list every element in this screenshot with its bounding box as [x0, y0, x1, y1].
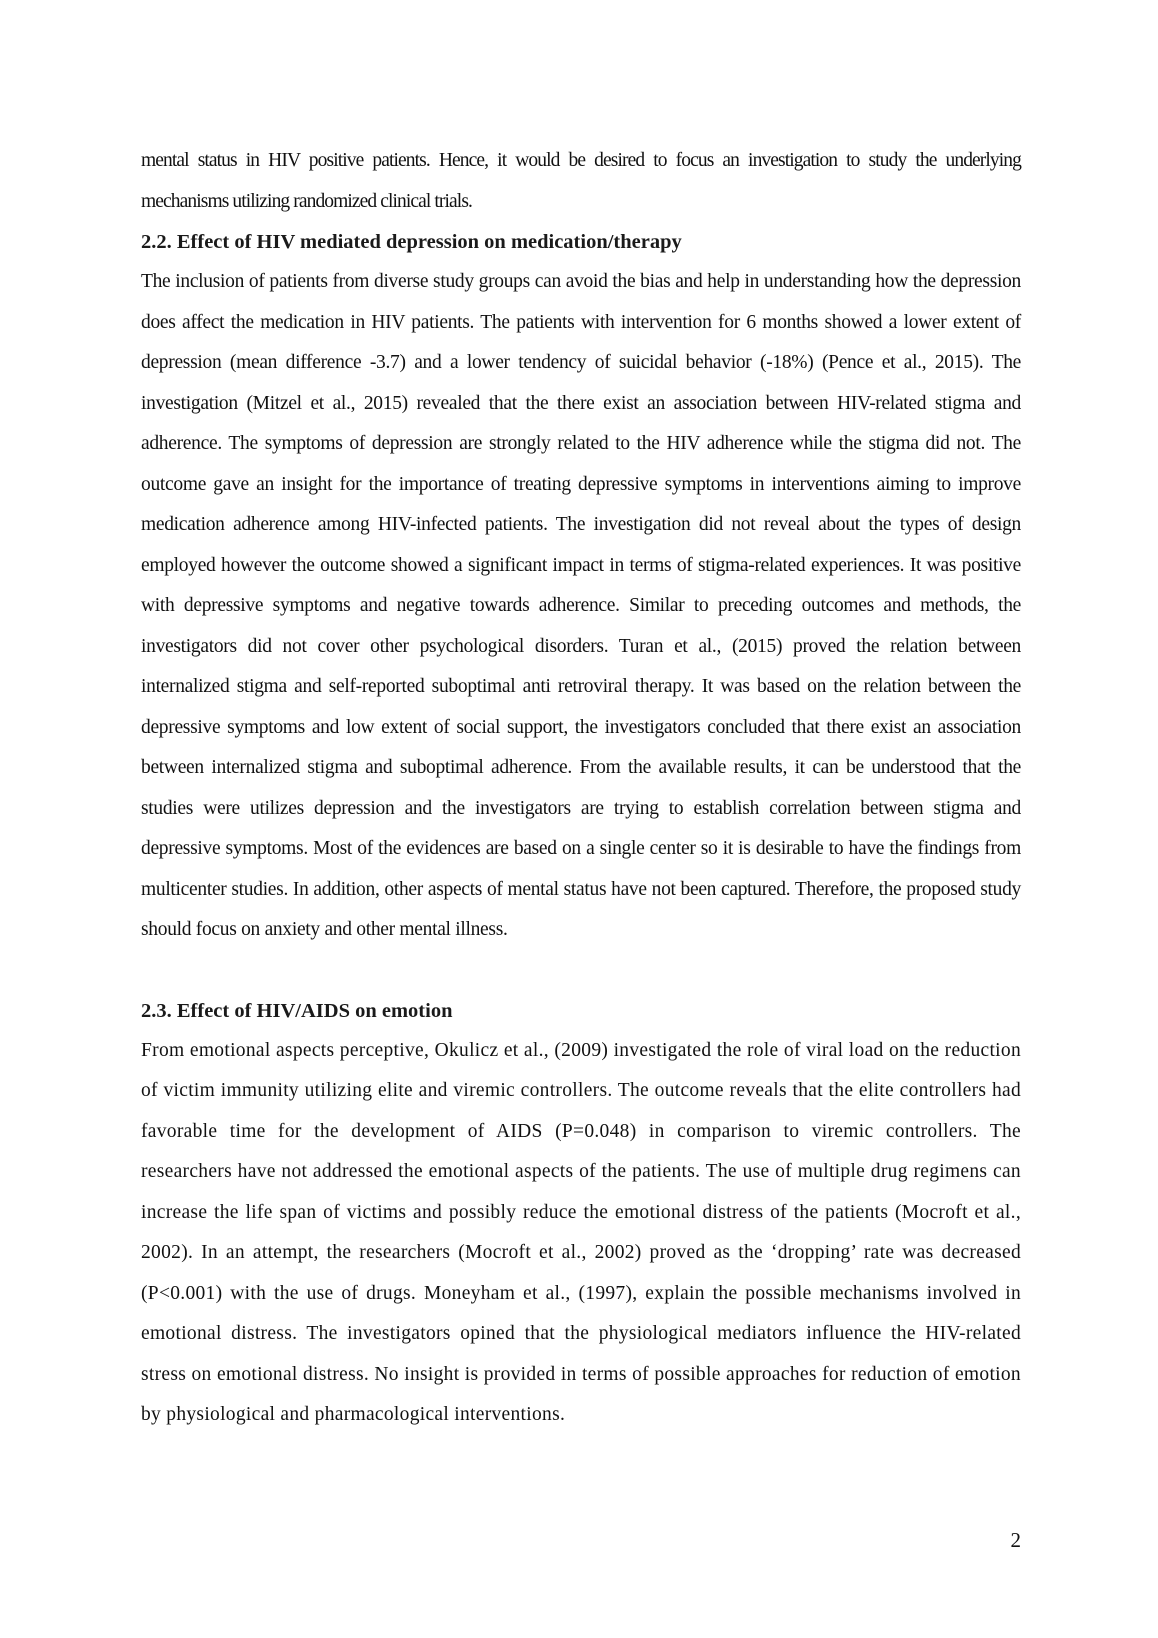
intro-paragraph: mental status in HIV positive patients. Hence, it would be desired to focus an investigation to study the underlying mechanisms utilizing randomized clinical trials. [141, 150, 1021, 212]
section-2-3-paragraph: From emotional aspects perceptive, Okulicz et al., (2009) investigated the role of viral load on the reduction of victim immunity utilizing elite and viremic controllers. The outcome reveals that the elite controllers had favorable time for the development of AIDS (P=0.048) in comparison to viremic controllers. The researchers have not addressed the emotional aspects of the patients. The use of multiple drug regimens can increase the life span of victims and possibly reduce the emotional distress of the patients (Mocroft et al., 2002). In an attempt, the researchers (Mocroft et al., 2002) proved as the ‘dropping’ rate was decreased (P<0.001) with the use of drugs. Moneyham et al., (1997), explain the possible mechanisms involved in emotional distress. The investigators opined that the physiological mediators influence the HIV-related stress on emotional distress. No insight is provided in terms of possible approaches for reduction of emotion by physiological and pharmacological interventions. [141, 1039, 1021, 1425]
section-spacer [141, 951, 1021, 991]
section-2-2-heading: 2.2. Effect of HIV mediated depression on medication/therapy [141, 231, 682, 253]
section-2-3-heading: 2.3. Effect of HIV/AIDS on emotion [141, 999, 453, 1022]
text-column [141, 141, 1021, 1436]
page-number: 2 [1010, 1528, 1021, 1552]
section-2-2-paragraph: The inclusion of patients from diverse study groups can avoid the bias and help in understanding how the depression does affect the medication in HIV patients. The patients with intervention for 6 months showed a lower extent of depression (mean difference -3.7) and a lower tendency of suicidal behavior (-18%) (Pence et al., 2015). The investigation (Mitzel et al., 2015) revealed that the there exist an association between HIV-related stigma and adherence. The symptoms of depression are strongly related to the HIV adherence while the stigma did not. The outcome gave an insight for the importance of treating depressive symptoms in interventions aiming to improve medication adherence among HIV-infected patients. The investigation did not reveal about the types of design employed however the outcome showed a significant impact in terms of stigma-related experiences. It was positive with depressive symptoms and negative towards adherence. Similar to preceding outcomes and methods, the investigators did not cover other psychological disorders. Turan et al., (2015) proved the relation between internalized stigma and self-reported suboptimal anti retroviral therapy. It was based on the relation between the depressive symptoms and low extent of social support, the investigators concluded that there exist an association between internalized stigma and suboptimal adherence. From the available results, it can be understood that the studies were utilizes depression and the investigators are trying to establish correlation between stigma and depressive symptoms. Most of the evidences are based on a single center so it is desirable to have the findings from multicenter studies. In addition, other aspects of mental status have not been captured. Therefore, the proposed study should focus on anxiety and other mental illness. [141, 271, 1021, 940]
